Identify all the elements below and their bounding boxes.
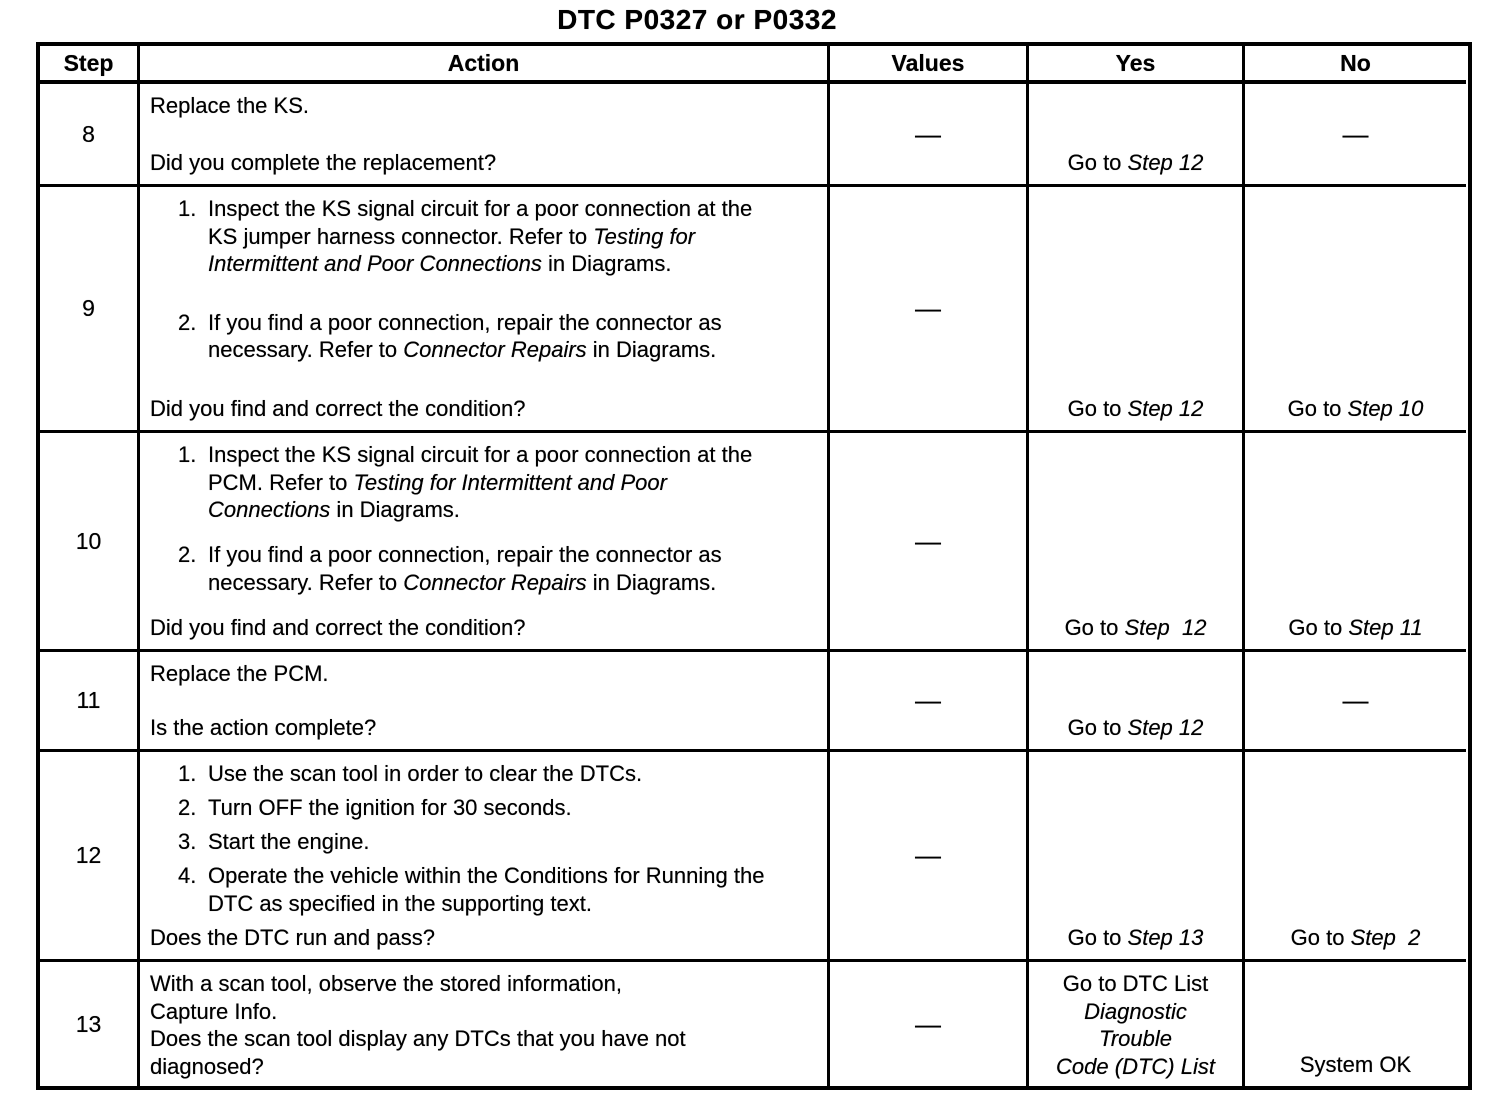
action-question: Did you complete the replacement? bbox=[150, 149, 497, 175]
goto-step-text: Go to Step 11 bbox=[1288, 614, 1423, 640]
no-cell bbox=[1245, 962, 1466, 1086]
yes-cell bbox=[1029, 187, 1245, 433]
no-cell bbox=[1245, 433, 1466, 652]
action-cell bbox=[140, 84, 830, 187]
action-question: Does the scan tool display any DTCs that you have not diagnosed? bbox=[150, 1026, 686, 1079]
yes-cell bbox=[1029, 652, 1245, 752]
step-cell: 11 bbox=[40, 652, 140, 752]
no-dash: — bbox=[1342, 685, 1369, 716]
values-dash: — bbox=[915, 1008, 941, 1039]
values-cell bbox=[830, 187, 1029, 433]
system-ok-text: System OK bbox=[1299, 1051, 1412, 1077]
yes-cell bbox=[1029, 962, 1245, 1086]
action-cell bbox=[140, 962, 830, 1086]
values-cell bbox=[830, 652, 1029, 752]
values-dash: — bbox=[915, 840, 941, 871]
diagnostic-table bbox=[36, 42, 1472, 1090]
action-item: 2. If you find a poor connection, repair the connector as necessary. Refer to Connector Repairs in Diagrams. bbox=[178, 309, 722, 362]
column-header-yes: Yes bbox=[1029, 46, 1245, 84]
goto-step-text: Go to Step 10 bbox=[1287, 395, 1424, 421]
values-dash: — bbox=[915, 685, 941, 716]
action-cell bbox=[140, 652, 830, 752]
goto-step-text: Go to Step 2 bbox=[1290, 924, 1421, 950]
action-cell bbox=[140, 187, 830, 433]
document-title: DTC P0327 or P0332 bbox=[557, 4, 837, 35]
action-item: 1. Use the scan tool in order to clear the DTCs. bbox=[178, 761, 643, 786]
goto-step-text: Go to Step 12 bbox=[1067, 395, 1204, 421]
action-text: Replace the PCM. bbox=[150, 661, 329, 686]
action-text: With a scan tool, observe the stored information, Capture Info. bbox=[150, 971, 623, 1024]
no-cell bbox=[1245, 84, 1466, 187]
dtc-list-reference: Diagnostic bbox=[1084, 998, 1187, 1024]
action-cell bbox=[140, 433, 830, 652]
yes-cell bbox=[1029, 433, 1245, 652]
dtc-list-reference: Trouble bbox=[1099, 1026, 1172, 1051]
values-cell bbox=[830, 84, 1029, 187]
step-cell: 12 bbox=[40, 752, 140, 962]
column-header-values: Values bbox=[830, 46, 1029, 84]
values-dash: — bbox=[915, 293, 941, 324]
action-item: 2. Turn OFF the ignition for 30 seconds. bbox=[178, 795, 572, 820]
action-question: Did you find and correct the condition? bbox=[150, 614, 526, 640]
column-header-no: No bbox=[1245, 46, 1466, 84]
action-cell bbox=[140, 752, 830, 962]
goto-step-text: Go to Step 12 bbox=[1067, 149, 1204, 175]
step-cell: 8 bbox=[40, 84, 140, 187]
values-dash: — bbox=[915, 525, 941, 556]
yes-cell bbox=[1029, 752, 1245, 962]
action-item: 3. Start the engine. bbox=[178, 829, 370, 854]
yes-cell bbox=[1029, 84, 1245, 187]
action-question: Does the DTC run and pass? bbox=[150, 924, 435, 950]
values-cell bbox=[830, 752, 1029, 962]
values-cell bbox=[830, 433, 1029, 652]
action-item: 4. Operate the vehicle within the Conditions for Running the DTC as specified in the supporting text. bbox=[178, 863, 765, 916]
goto-step-text: Go to Step 12 bbox=[1067, 714, 1204, 740]
no-cell bbox=[1245, 752, 1466, 962]
action-text: Replace the KS. bbox=[150, 93, 309, 118]
dtc-list-reference: Code (DTC) List bbox=[1056, 1053, 1215, 1079]
action-item: 2. If you find a poor connection, repair the connector as necessary. Refer to Connector Repairs in Diagrams. bbox=[178, 542, 722, 595]
no-cell bbox=[1245, 652, 1466, 752]
goto-dtc-list-text: Go to DTC List bbox=[1062, 971, 1209, 996]
step-cell: 13 bbox=[40, 962, 140, 1086]
goto-step-text: Go to Step 12 bbox=[1064, 614, 1207, 640]
action-item: 1. Inspect the KS signal circuit for a poor connection at the KS jumper harness connector. Refer to Testing for Intermittent and Poor Connections in Diagrams. bbox=[178, 196, 753, 276]
action-question: Is the action complete? bbox=[150, 714, 377, 740]
column-header-step: Step bbox=[40, 46, 140, 84]
values-dash: — bbox=[915, 118, 941, 149]
step-cell: 10 bbox=[40, 433, 140, 652]
goto-step-text: Go to Step 13 bbox=[1067, 924, 1204, 950]
column-header-action: Action bbox=[140, 46, 830, 84]
action-question: Did you find and correct the condition? bbox=[150, 395, 526, 421]
no-cell bbox=[1245, 187, 1466, 433]
action-item: 1. Inspect the KS signal circuit for a poor connection at the PCM. Refer to Testing for Intermittent and Poor Connections in Diagrams. bbox=[178, 442, 753, 522]
no-dash: — bbox=[1342, 118, 1369, 149]
step-cell: 9 bbox=[40, 187, 140, 433]
values-cell bbox=[830, 962, 1029, 1086]
